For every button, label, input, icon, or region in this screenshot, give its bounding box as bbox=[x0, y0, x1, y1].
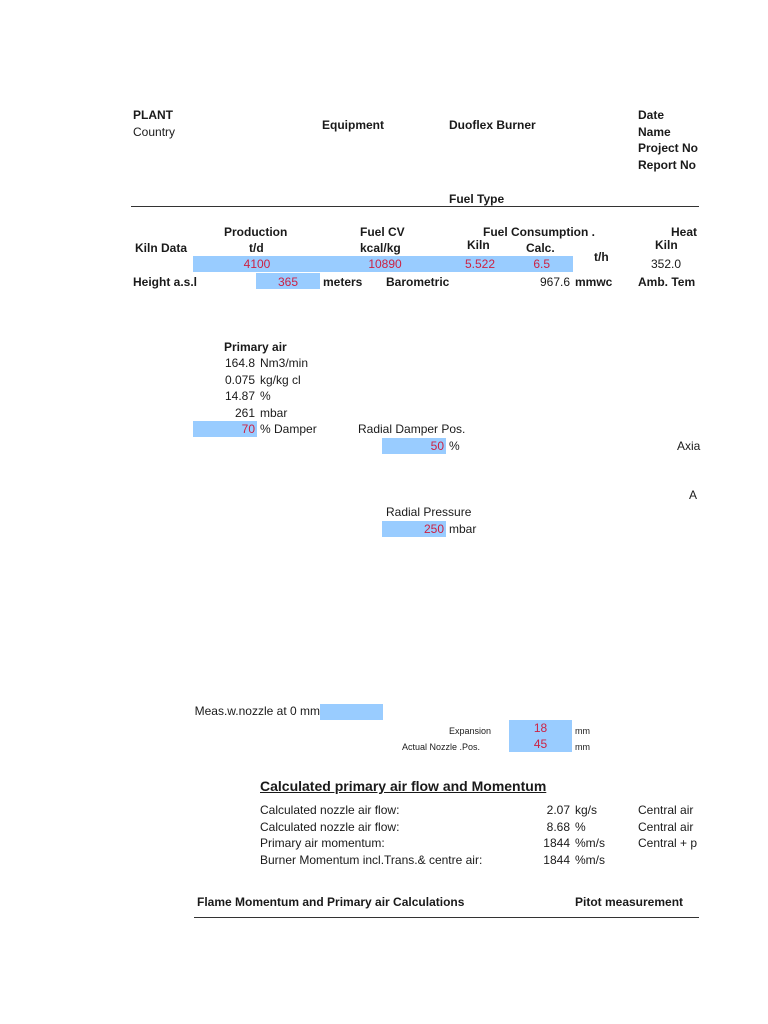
pa-flow-value: 164.8 bbox=[224, 356, 255, 370]
date-label: Date bbox=[638, 108, 665, 122]
calculated-title: Calculated primary air flow and Momentum bbox=[260, 778, 547, 794]
a-label-cut: A bbox=[689, 488, 698, 502]
radial-damper-label: Radial Damper Pos. bbox=[358, 422, 466, 436]
heat-kiln-sub: Kiln bbox=[655, 238, 678, 252]
height-value[interactable]: 365 bbox=[277, 275, 299, 289]
calc-row-3-label: Primary air momentum: bbox=[260, 836, 385, 850]
equipment-value: Duoflex Burner bbox=[449, 118, 536, 132]
radial-damper-value[interactable]: 50 bbox=[430, 439, 444, 453]
report-no-label: Report No bbox=[638, 158, 696, 172]
calc-row-2-value: 8.68 bbox=[546, 820, 570, 834]
calc-row-3-side: Central + p bbox=[638, 836, 698, 850]
actual-nozzle-pos-value[interactable]: 45 bbox=[533, 737, 548, 751]
calc-row-4-unit: %m/s bbox=[575, 853, 605, 867]
production-label: Production bbox=[224, 225, 288, 239]
kiln-data-label: Kiln Data bbox=[135, 241, 188, 255]
pa-pressure-value: 261 bbox=[234, 406, 255, 420]
expansion-value[interactable]: 18 bbox=[533, 721, 548, 735]
fuel-calc-value[interactable]: 6.5 bbox=[533, 257, 550, 271]
primary-air-title: Primary air bbox=[224, 340, 287, 354]
actual-nozzle-pos-label: Actual Nozzle .Pos. bbox=[402, 742, 481, 752]
calc-row-1-value: 2.07 bbox=[546, 803, 570, 817]
expansion-unit: mm bbox=[575, 726, 590, 736]
radial-damper-unit: % bbox=[449, 439, 460, 453]
calc-row-4-label: Burner Momentum incl.Trans.& centre air: bbox=[260, 853, 483, 867]
calc-row-4-value: 1844 bbox=[543, 853, 570, 867]
pa-pct-value: 14.87 bbox=[224, 389, 255, 403]
pa-flow-unit: Nm3/min bbox=[260, 356, 309, 370]
calc-row-1-side: Central air bbox=[638, 803, 694, 817]
header-divider bbox=[131, 206, 699, 207]
fuel-kiln-sub: Kiln bbox=[467, 238, 490, 252]
barometric-label: Barometric bbox=[386, 275, 450, 289]
pa-pct-unit: % bbox=[260, 389, 271, 403]
calc-row-3-value: 1844 bbox=[543, 836, 570, 850]
plant-label: PLANT bbox=[133, 108, 173, 122]
calc-row-2-unit: % bbox=[575, 820, 586, 834]
barometric-unit: mmwc bbox=[575, 275, 613, 289]
fuel-calc-sub: Calc. bbox=[526, 241, 555, 255]
pa-damper-value[interactable]: 70 bbox=[241, 422, 255, 436]
radial-pressure-label: Radial Pressure bbox=[386, 505, 472, 519]
radial-pressure-value[interactable]: 250 bbox=[423, 522, 444, 536]
fuel-kiln-value[interactable]: 5.522 bbox=[464, 257, 495, 271]
expansion-label: Expansion bbox=[449, 726, 492, 736]
calc-row-2-side: Central air bbox=[638, 820, 694, 834]
calc-row-1-label: Calculated nozzle air flow: bbox=[260, 803, 400, 817]
radial-pressure-unit: mbar bbox=[449, 522, 477, 536]
fuel-cv-label: Fuel CV bbox=[360, 225, 405, 239]
axial-label-cut: Axia bbox=[677, 439, 701, 453]
heat-label: Heat bbox=[671, 225, 698, 239]
pa-ratio-unit: kg/kg cl bbox=[260, 373, 301, 387]
calc-row-1-unit: kg/s bbox=[575, 803, 598, 817]
pa-pressure-unit: mbar bbox=[260, 406, 288, 420]
pa-damper-unit: % Damper bbox=[260, 422, 317, 436]
calc-row-2-label: Calculated nozzle air flow: bbox=[260, 820, 400, 834]
production-value[interactable]: 4100 bbox=[243, 257, 271, 271]
height-unit: meters bbox=[323, 275, 363, 289]
actual-nozzle-pos-unit: mm bbox=[575, 742, 590, 752]
fuel-consumption-label: Fuel Consumption . bbox=[483, 225, 595, 239]
meas-nozzle-label: Meas.w.nozzle at 0 mm bbox=[194, 704, 320, 718]
calc-row-3-unit: %m/s bbox=[575, 836, 605, 850]
meas-nozzle-clip bbox=[193, 703, 320, 719]
project-no-label: Project No bbox=[638, 141, 699, 155]
fuel-cv-unit: kcal/kg bbox=[360, 241, 401, 255]
equipment-label: Equipment bbox=[322, 118, 384, 132]
pa-ratio-value: 0.075 bbox=[224, 373, 255, 387]
height-label: Height a.s.l bbox=[133, 275, 198, 289]
th-unit: t/h bbox=[594, 250, 609, 264]
meas-nozzle-input-fill[interactable] bbox=[320, 704, 383, 720]
heat-value: 352.0 bbox=[651, 257, 682, 271]
amb-temp-label: Amb. Tem bbox=[638, 275, 696, 289]
flame-momentum-title: Flame Momentum and Primary air Calculations bbox=[197, 895, 465, 909]
footer-divider bbox=[194, 917, 699, 918]
fuel-type-label: Fuel Type bbox=[449, 192, 505, 206]
country-label: Country bbox=[133, 125, 176, 139]
production-unit: t/d bbox=[249, 241, 264, 255]
pitot-measurement-title: Pitot measurement bbox=[575, 895, 684, 909]
fuel-cv-value[interactable]: 10890 bbox=[368, 257, 402, 271]
name-label: Name bbox=[638, 125, 671, 139]
barometric-value: 967.6 bbox=[539, 275, 570, 289]
